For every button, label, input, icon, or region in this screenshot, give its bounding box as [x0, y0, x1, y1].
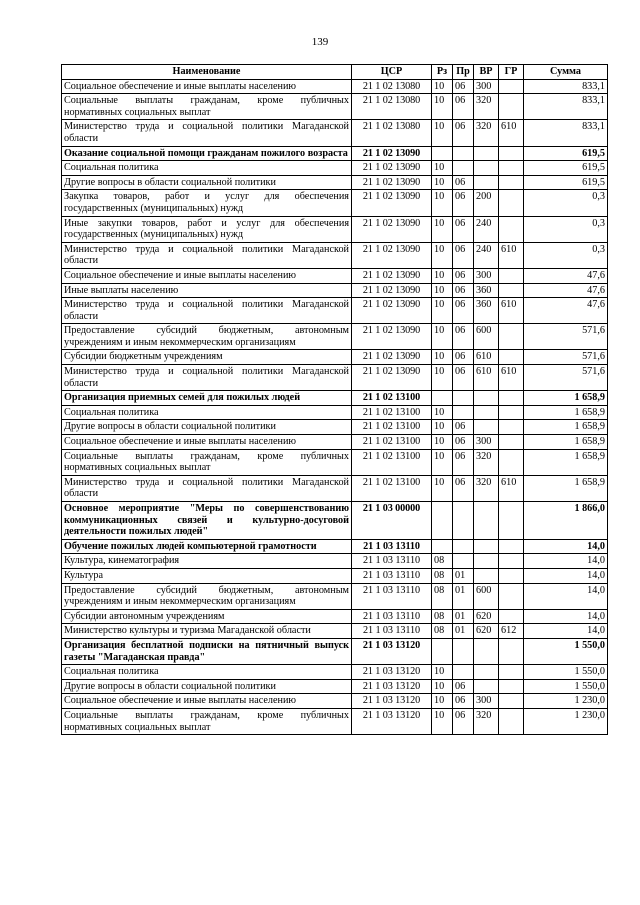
- cell-pr: 01: [453, 624, 474, 639]
- cell-rz: 10: [432, 283, 453, 298]
- cell-vr: 240: [474, 216, 499, 242]
- cell-name: Министерство труда и социальной политики Магаданской области: [62, 298, 352, 324]
- cell-pr: [453, 554, 474, 569]
- cell-vr: 320: [474, 94, 499, 120]
- cell-csr: 21 1 02 13090: [352, 268, 432, 283]
- cell-pr: 06: [453, 283, 474, 298]
- header-name: Наименование: [62, 65, 352, 80]
- cell-gr: 612: [499, 624, 524, 639]
- cell-gr: [499, 583, 524, 609]
- cell-gr: [499, 268, 524, 283]
- cell-pr: 06: [453, 679, 474, 694]
- cell-csr: 21 1 02 13090: [352, 242, 432, 268]
- table-row: [62, 502, 608, 540]
- cell-rz: 08: [432, 583, 453, 609]
- cell-name: Социальное обеспечение и иные выплаты населению: [62, 268, 352, 283]
- cell-pr: [453, 161, 474, 176]
- cell-rz: 08: [432, 624, 453, 639]
- cell-pr: 06: [453, 216, 474, 242]
- cell-sum: 1 550,0: [524, 665, 608, 680]
- cell-sum: 0,3: [524, 190, 608, 216]
- cell-sum: 1 550,0: [524, 638, 608, 664]
- cell-name: Иные закупки товаров, работ и услуг для обеспечения государственных (муниципальных) нужд: [62, 216, 352, 242]
- cell-csr: 21 1 02 13090: [352, 161, 432, 176]
- cell-csr: 21 1 03 13120: [352, 694, 432, 709]
- cell-name: Министерство труда и социальной политики Магаданской области: [62, 365, 352, 391]
- cell-rz: 08: [432, 568, 453, 583]
- table-row: [62, 554, 608, 569]
- cell-sum: 0,3: [524, 216, 608, 242]
- cell-rz: 10: [432, 161, 453, 176]
- cell-rz: 10: [432, 679, 453, 694]
- cell-sum: 833,1: [524, 120, 608, 146]
- cell-gr: [499, 405, 524, 420]
- cell-vr: 610: [474, 365, 499, 391]
- cell-pr: 01: [453, 568, 474, 583]
- cell-vr: [474, 146, 499, 161]
- cell-csr: 21 1 02 13090: [352, 283, 432, 298]
- cell-csr: 21 1 03 13120: [352, 665, 432, 680]
- cell-sum: 1 866,0: [524, 502, 608, 540]
- table-row: [62, 539, 608, 554]
- cell-sum: 14,0: [524, 609, 608, 624]
- cell-rz: 10: [432, 435, 453, 450]
- cell-csr: 21 1 03 13120: [352, 679, 432, 694]
- cell-sum: 1 230,0: [524, 708, 608, 734]
- cell-name: Организация приемных семей для пожилых людей: [62, 391, 352, 406]
- cell-name: Закупка товаров, работ и услуг для обеспечения государственных (муниципальных) нужд: [62, 190, 352, 216]
- cell-csr: 21 1 02 13100: [352, 420, 432, 435]
- cell-gr: 610: [499, 298, 524, 324]
- cell-csr: 21 1 03 13110: [352, 609, 432, 624]
- cell-vr: 600: [474, 324, 499, 350]
- cell-vr: 300: [474, 79, 499, 94]
- cell-pr: 06: [453, 242, 474, 268]
- cell-gr: [499, 694, 524, 709]
- table-row: [62, 405, 608, 420]
- table-row: [62, 324, 608, 350]
- cell-vr: 300: [474, 268, 499, 283]
- cell-name: Основное мероприятие "Меры по совершенствованию коммуникационных связей и культурно-досуговой деятельности пожилых людей": [62, 502, 352, 540]
- cell-rz: 10: [432, 665, 453, 680]
- header-rz: Рз: [432, 65, 453, 80]
- cell-sum: 1 230,0: [524, 694, 608, 709]
- cell-vr: 300: [474, 435, 499, 450]
- table-row: [62, 283, 608, 298]
- cell-pr: 06: [453, 298, 474, 324]
- cell-csr: 21 1 03 13120: [352, 708, 432, 734]
- cell-rz: 10: [432, 475, 453, 501]
- cell-pr: 06: [453, 435, 474, 450]
- cell-pr: 06: [453, 708, 474, 734]
- cell-csr: 21 1 02 13100: [352, 391, 432, 406]
- cell-gr: [499, 449, 524, 475]
- cell-sum: 619,5: [524, 175, 608, 190]
- cell-pr: 06: [453, 268, 474, 283]
- cell-sum: 833,1: [524, 94, 608, 120]
- cell-csr: 21 1 03 13110: [352, 624, 432, 639]
- cell-pr: [453, 405, 474, 420]
- cell-name: Субсидии автономным учреждениям: [62, 609, 352, 624]
- cell-name: Социальное обеспечение и иные выплаты населению: [62, 79, 352, 94]
- cell-rz: 10: [432, 708, 453, 734]
- cell-csr: 21 1 02 13090: [352, 365, 432, 391]
- table-row: [62, 679, 608, 694]
- table-row: [62, 94, 608, 120]
- cell-sum: 619,5: [524, 146, 608, 161]
- table-header-row: [62, 65, 608, 80]
- cell-rz: 10: [432, 216, 453, 242]
- table-row: [62, 216, 608, 242]
- cell-vr: 320: [474, 120, 499, 146]
- cell-gr: [499, 350, 524, 365]
- cell-sum: 14,0: [524, 554, 608, 569]
- cell-gr: [499, 175, 524, 190]
- cell-name: Субсидии бюджетным учреждениям: [62, 350, 352, 365]
- cell-gr: [499, 568, 524, 583]
- cell-csr: 21 1 02 13100: [352, 435, 432, 450]
- table-row: [62, 420, 608, 435]
- cell-vr: [474, 638, 499, 664]
- table-row: [62, 190, 608, 216]
- cell-vr: 320: [474, 708, 499, 734]
- cell-gr: [499, 216, 524, 242]
- cell-name: Культура, кинематография: [62, 554, 352, 569]
- cell-sum: 47,6: [524, 298, 608, 324]
- cell-gr: [499, 420, 524, 435]
- cell-pr: 06: [453, 79, 474, 94]
- cell-sum: 1 550,0: [524, 679, 608, 694]
- cell-gr: 610: [499, 120, 524, 146]
- cell-rz: 10: [432, 420, 453, 435]
- cell-csr: 21 1 02 13090: [352, 146, 432, 161]
- cell-sum: 1 658,9: [524, 475, 608, 501]
- cell-vr: 610: [474, 350, 499, 365]
- cell-rz: 10: [432, 350, 453, 365]
- cell-sum: 1 658,9: [524, 435, 608, 450]
- cell-vr: 360: [474, 283, 499, 298]
- cell-name: Министерство культуры и туризма Магаданской области: [62, 624, 352, 639]
- cell-csr: 21 1 03 13110: [352, 539, 432, 554]
- cell-vr: [474, 161, 499, 176]
- cell-sum: 14,0: [524, 539, 608, 554]
- cell-sum: 14,0: [524, 583, 608, 609]
- cell-pr: 01: [453, 583, 474, 609]
- cell-csr: 21 1 02 13090: [352, 190, 432, 216]
- cell-vr: [474, 679, 499, 694]
- table-row: [62, 475, 608, 501]
- cell-rz: 10: [432, 449, 453, 475]
- cell-pr: 06: [453, 350, 474, 365]
- cell-rz: 08: [432, 554, 453, 569]
- cell-name: Обучение пожилых людей компьютерной грамотности: [62, 539, 352, 554]
- cell-vr: 240: [474, 242, 499, 268]
- cell-csr: 21 1 02 13100: [352, 449, 432, 475]
- cell-sum: 1 658,9: [524, 405, 608, 420]
- cell-gr: [499, 609, 524, 624]
- cell-csr: 21 1 03 13110: [352, 554, 432, 569]
- cell-pr: 06: [453, 694, 474, 709]
- cell-csr: 21 1 02 13100: [352, 475, 432, 501]
- table-row: [62, 609, 608, 624]
- header-sum: Сумма: [524, 65, 608, 80]
- cell-rz: 10: [432, 190, 453, 216]
- cell-gr: 610: [499, 475, 524, 501]
- cell-name: Социальная политика: [62, 161, 352, 176]
- cell-gr: [499, 665, 524, 680]
- header-csr: ЦСР: [352, 65, 432, 80]
- cell-vr: 620: [474, 624, 499, 639]
- table-row: [62, 391, 608, 406]
- cell-gr: [499, 79, 524, 94]
- cell-gr: [499, 94, 524, 120]
- cell-sum: 571,6: [524, 324, 608, 350]
- cell-gr: [499, 502, 524, 540]
- cell-vr: 320: [474, 475, 499, 501]
- cell-rz: [432, 638, 453, 664]
- cell-gr: [499, 539, 524, 554]
- cell-gr: 610: [499, 365, 524, 391]
- cell-name: Иные выплаты населению: [62, 283, 352, 298]
- page-number: 139: [311, 36, 329, 48]
- cell-vr: [474, 391, 499, 406]
- table-row: [62, 708, 608, 734]
- cell-pr: [453, 539, 474, 554]
- cell-vr: [474, 568, 499, 583]
- cell-name: Министерство труда и социальной политики Магаданской области: [62, 120, 352, 146]
- cell-rz: [432, 502, 453, 540]
- cell-vr: 620: [474, 609, 499, 624]
- cell-sum: 0,3: [524, 242, 608, 268]
- cell-csr: 21 1 02 13080: [352, 120, 432, 146]
- table-row: [62, 665, 608, 680]
- cell-rz: 10: [432, 405, 453, 420]
- table-row: [62, 161, 608, 176]
- cell-csr: 21 1 03 13110: [352, 583, 432, 609]
- cell-gr: [499, 554, 524, 569]
- header-vr: ВР: [474, 65, 499, 80]
- cell-pr: 06: [453, 324, 474, 350]
- cell-vr: 300: [474, 694, 499, 709]
- cell-rz: 10: [432, 175, 453, 190]
- cell-pr: [453, 665, 474, 680]
- cell-name: Культура: [62, 568, 352, 583]
- cell-vr: 320: [474, 449, 499, 475]
- cell-sum: 619,5: [524, 161, 608, 176]
- cell-name: Министерство труда и социальной политики Магаданской области: [62, 242, 352, 268]
- table-row: [62, 568, 608, 583]
- cell-vr: [474, 175, 499, 190]
- cell-gr: [499, 161, 524, 176]
- cell-pr: 06: [453, 190, 474, 216]
- table-row: [62, 268, 608, 283]
- cell-pr: 06: [453, 365, 474, 391]
- cell-rz: 10: [432, 694, 453, 709]
- table-row: [62, 175, 608, 190]
- cell-rz: 10: [432, 79, 453, 94]
- table-row: [62, 242, 608, 268]
- cell-gr: [499, 708, 524, 734]
- cell-name: Предоставление субсидий бюджетным, автономным учреждениям и иным некоммерческим организациям: [62, 583, 352, 609]
- cell-sum: 1 658,9: [524, 449, 608, 475]
- table-row: [62, 298, 608, 324]
- cell-pr: [453, 638, 474, 664]
- cell-csr: 21 1 02 13080: [352, 79, 432, 94]
- cell-pr: 06: [453, 120, 474, 146]
- cell-vr: [474, 665, 499, 680]
- cell-pr: [453, 502, 474, 540]
- cell-name: Социальное обеспечение и иные выплаты населению: [62, 435, 352, 450]
- cell-csr: 21 1 02 13090: [352, 175, 432, 190]
- cell-gr: [499, 283, 524, 298]
- cell-name: Социальная политика: [62, 665, 352, 680]
- header-gr: ГР: [499, 65, 524, 80]
- cell-csr: 21 1 02 13080: [352, 94, 432, 120]
- cell-name: Предоставление субсидий бюджетным, автономным учреждениям и иным некоммерческим организациям: [62, 324, 352, 350]
- cell-rz: 10: [432, 242, 453, 268]
- budget-table: [61, 64, 608, 735]
- cell-csr: 21 1 02 13090: [352, 350, 432, 365]
- cell-pr: 06: [453, 94, 474, 120]
- cell-sum: 1 658,9: [524, 420, 608, 435]
- cell-gr: [499, 435, 524, 450]
- cell-rz: 10: [432, 94, 453, 120]
- cell-pr: [453, 391, 474, 406]
- cell-csr: 21 1 03 13110: [352, 568, 432, 583]
- cell-gr: [499, 324, 524, 350]
- cell-pr: 06: [453, 175, 474, 190]
- cell-rz: [432, 391, 453, 406]
- cell-vr: [474, 554, 499, 569]
- cell-rz: 10: [432, 365, 453, 391]
- cell-sum: 833,1: [524, 79, 608, 94]
- cell-csr: 21 1 02 13090: [352, 216, 432, 242]
- cell-gr: [499, 190, 524, 216]
- cell-csr: 21 1 02 13090: [352, 298, 432, 324]
- cell-rz: 10: [432, 324, 453, 350]
- cell-vr: [474, 539, 499, 554]
- table-row: [62, 449, 608, 475]
- cell-csr: 21 1 02 13100: [352, 405, 432, 420]
- cell-csr: 21 1 03 00000: [352, 502, 432, 540]
- table-row: [62, 694, 608, 709]
- table-row: [62, 638, 608, 664]
- cell-rz: 08: [432, 609, 453, 624]
- cell-sum: 571,6: [524, 350, 608, 365]
- table-row: [62, 350, 608, 365]
- cell-gr: [499, 638, 524, 664]
- cell-gr: [499, 679, 524, 694]
- cell-pr: [453, 146, 474, 161]
- cell-vr: 360: [474, 298, 499, 324]
- table-row: [62, 79, 608, 94]
- cell-sum: 47,6: [524, 268, 608, 283]
- cell-gr: 610: [499, 242, 524, 268]
- cell-name: Социальные выплаты гражданам, кроме публичных нормативных социальных выплат: [62, 94, 352, 120]
- cell-vr: 600: [474, 583, 499, 609]
- cell-vr: [474, 502, 499, 540]
- cell-name: Министерство труда и социальной политики Магаданской области: [62, 475, 352, 501]
- cell-rz: 10: [432, 120, 453, 146]
- table-row: [62, 624, 608, 639]
- cell-vr: [474, 405, 499, 420]
- cell-name: Другие вопросы в области социальной политики: [62, 420, 352, 435]
- table-row: [62, 583, 608, 609]
- table-row: [62, 146, 608, 161]
- cell-name: Оказание социальной помощи гражданам пожилого возраста: [62, 146, 352, 161]
- cell-vr: [474, 420, 499, 435]
- cell-vr: 200: [474, 190, 499, 216]
- table-row: [62, 120, 608, 146]
- cell-sum: 571,6: [524, 365, 608, 391]
- cell-gr: [499, 146, 524, 161]
- table-row: [62, 365, 608, 391]
- cell-pr: 06: [453, 449, 474, 475]
- cell-name: Другие вопросы в области социальной политики: [62, 679, 352, 694]
- cell-rz: 10: [432, 268, 453, 283]
- header-pr: Пр: [453, 65, 474, 80]
- cell-rz: [432, 539, 453, 554]
- cell-pr: 06: [453, 420, 474, 435]
- cell-sum: 1 658,9: [524, 391, 608, 406]
- cell-name: Другие вопросы в области социальной политики: [62, 175, 352, 190]
- cell-name: Социальные выплаты гражданам, кроме публичных нормативных социальных выплат: [62, 449, 352, 475]
- cell-csr: 21 1 02 13090: [352, 324, 432, 350]
- cell-rz: [432, 146, 453, 161]
- cell-sum: 14,0: [524, 624, 608, 639]
- cell-pr: 06: [453, 475, 474, 501]
- cell-sum: 14,0: [524, 568, 608, 583]
- cell-name: Социальные выплаты гражданам, кроме публичных нормативных социальных выплат: [62, 708, 352, 734]
- cell-sum: 47,6: [524, 283, 608, 298]
- cell-pr: 01: [453, 609, 474, 624]
- cell-name: Социальное обеспечение и иные выплаты населению: [62, 694, 352, 709]
- cell-gr: [499, 391, 524, 406]
- cell-rz: 10: [432, 298, 453, 324]
- cell-name: Социальная политика: [62, 405, 352, 420]
- cell-csr: 21 1 03 13120: [352, 638, 432, 664]
- table-row: [62, 435, 608, 450]
- cell-name: Организация бесплатной подписки на пятничный выпуск газеты "Магаданская правда": [62, 638, 352, 664]
- table-body: [62, 79, 608, 735]
